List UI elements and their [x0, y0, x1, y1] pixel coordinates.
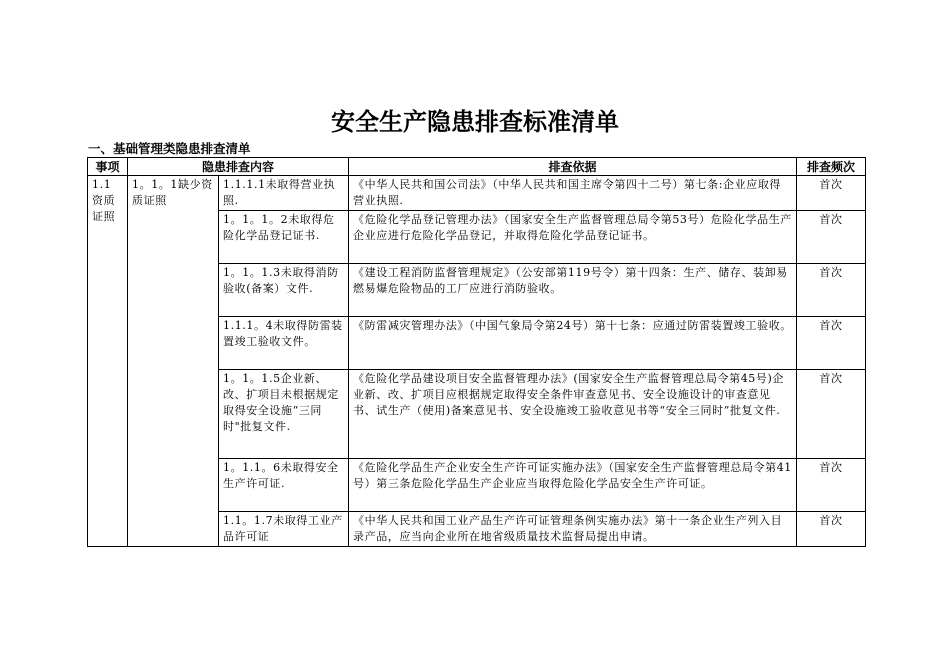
frequency-cell: 首次 [797, 264, 866, 317]
item-cell: 1.1.1。4未取得防雷装置竣工验收文件。 [219, 317, 349, 370]
header-item: 事项 [88, 158, 128, 176]
item-cell: 1。1。1.5企业新、改、扩项目未根据规定取得安全设施“三同时"批复文件. [219, 370, 349, 459]
frequency-cell: 首次 [797, 211, 866, 264]
subcategory-cell: 1。1。1缺少资质证照 [128, 176, 219, 547]
frequency-cell: 首次 [797, 176, 866, 211]
frequency-cell: 首次 [797, 459, 866, 512]
header-content: 隐患排查内容 [128, 158, 349, 176]
header-frequency: 排查频次 [797, 158, 866, 176]
basis-cell: 《建设工程消防监督管理规定》（公安部第119号令）第十四条：生产、储存、装卸易燃易爆危险物品的工厂应进行消防验收。 [349, 264, 797, 317]
basis-cell: 《危险化学品生产企业安全生产许可证实施办法》（国家安全生产监督管理总局令第41号）第三条危险化学品生产企业应当取得危险化学品安全生产许可证。 [349, 459, 797, 512]
item-cell: 1。1。1.3未取得消防验收(备案）文件. [219, 264, 349, 317]
table-row [88, 176, 866, 211]
frequency-cell: 首次 [797, 512, 866, 547]
item-cell: 1。1。1。2未取得危险化学品登记证书. [219, 211, 349, 264]
hazard-checklist-table [87, 157, 866, 547]
item-cell: 1。1.1。6未取得安全生产许可证. [219, 459, 349, 512]
basis-cell: 《危险化学品登记管理办法》（国家安全生产监督管理总局令第53号）危险化学品生产企业应进行危险化学品登记，并取得危险化学品登记证书。 [349, 211, 797, 264]
item-cell: 1.1.1.1未取得营业执照. [219, 176, 349, 211]
item-cell: 1.1。1.7未取得工业产品许可证 [219, 512, 349, 547]
header-basis: 排查依据 [349, 158, 797, 176]
basis-cell: 《防雷减灾管理办法》（中国气象局令第24号）第十七条：应通过防雷装置竣工验收。 [349, 317, 797, 370]
section-heading: 一、基础管理类隐患排查清单 [88, 141, 251, 156]
frequency-cell: 首次 [797, 370, 866, 459]
table-header-row [88, 158, 866, 176]
basis-cell: 《中华人民共和国公司法》（中华人民共和国主席令第四十二号）第七条:企业应取得营业执照. [349, 176, 797, 211]
category-cell: 1.1 资质证照 [88, 176, 128, 547]
document-title: 安全生产隐患排查标准清单 [331, 108, 619, 136]
basis-cell: 《中华人民共和国工业产品生产许可证管理条例实施办法》第十一条企业生产列入目录产品，应当向企业所在地省级质量技术监督局提出申请。 [349, 512, 797, 547]
frequency-cell: 首次 [797, 317, 866, 370]
basis-cell: 《危险化学品建设项目安全监督管理办法》(国家安全生产监督管理总局令第45号)企业新、改、扩项目应根据规定取得安全条件审查意见书、安全设施设计的审查意见书、试生产（使用)备案意见书、安全设施竣工验收意见书等“安全三同时”批复文件. [349, 370, 797, 459]
